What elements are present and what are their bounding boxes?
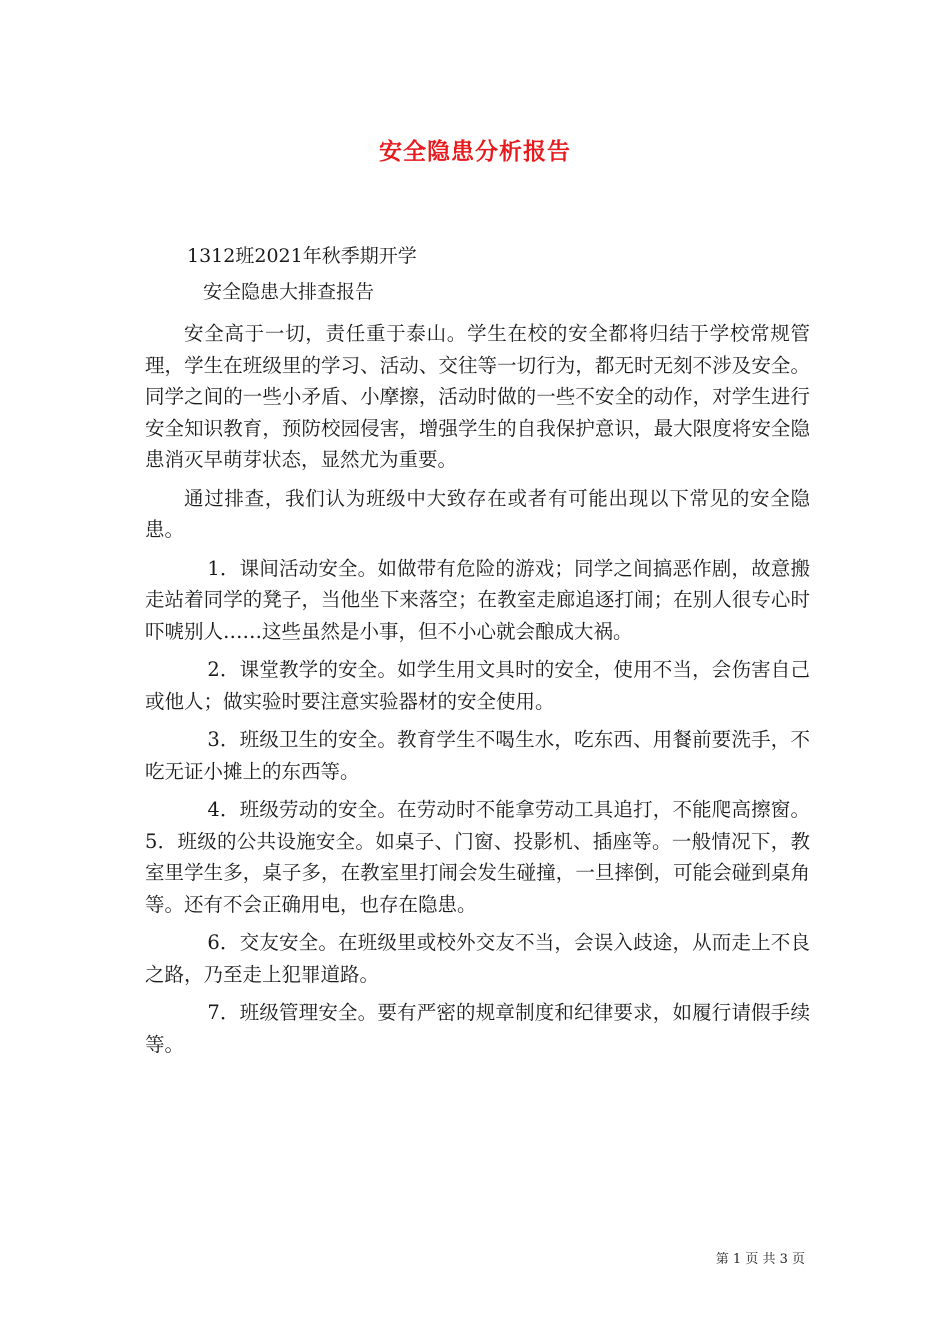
report-body: [145, 318, 810, 1067]
item-classroom-teaching-safety: 2．课堂教学的安全。如学生用文具时的安全，使用不当，会伤害自己或他人；做实验时要注意实验器材的安全使用。: [145, 658, 810, 713]
item-friendship-safety: 6．交友安全。在班级里或校外交友不当，会误入歧途，从而走上不良之路，乃至走上犯罪道路。: [145, 931, 810, 986]
report-subtitle: 安全隐患大排查报告: [203, 281, 375, 303]
item-labor-and-facilities-safety: 4．班级劳动的安全。在劳动时不能拿劳动工具追打，不能爬高擦窗。 5．班级的公共设施安全。如桌子、门窗、投影机、插座等。一般情况下，教室里学生多，桌子多，在教室里打闹会发生碰撞，一旦摔倒，可能会碰到桌角等。还有不会正确用电，也存在隐患。: [145, 798, 810, 916]
item-class-management-safety: 7．班级管理安全。要有严密的规章制度和纪律要求，如履行请假手续等。: [145, 1001, 810, 1056]
class-semester-line: 1312班2021年秋季期开学: [187, 245, 417, 267]
item-recess-safety: 1．课间活动安全。如做带有危险的游戏；同学之间搞恶作剧，故意搬走站着同学的凳子，当他坐下来落空；在教室走廊追逐打闹；在别人很专心时吓唬别人……这些虽然是小事，但不小心就会酿成大祸。: [145, 556, 810, 643]
intro-paragraph: 安全高于一切，责任重于泰山。学生在校的安全都将归结于学校常规管理，学生在班级里的学习、活动、交往等一切行为，都无时无刻不涉及安全。同学之间的一些小矛盾、小摩擦，活动时做的一些不安全的动作，对学生进行安全知识教育，预防校园侵害，增强学生的自我保护意识，最大限度将安全隐患消灭早萌芽状态，显然尤为重要。: [145, 322, 810, 471]
summary-paragraph: 通过排查，我们认为班级中大致存在或者有可能出现以下常见的安全隐患。: [145, 486, 810, 541]
page-number: 第 1 页 共 3 页: [715, 1252, 805, 1267]
item-hygiene-safety: 3．班级卫生的安全。教育学生不喝生水，吃东西、用餐前要洗手，不吃无证小摊上的东西等。: [145, 728, 810, 783]
document-title: 安全隐患分析报告: [379, 138, 571, 165]
